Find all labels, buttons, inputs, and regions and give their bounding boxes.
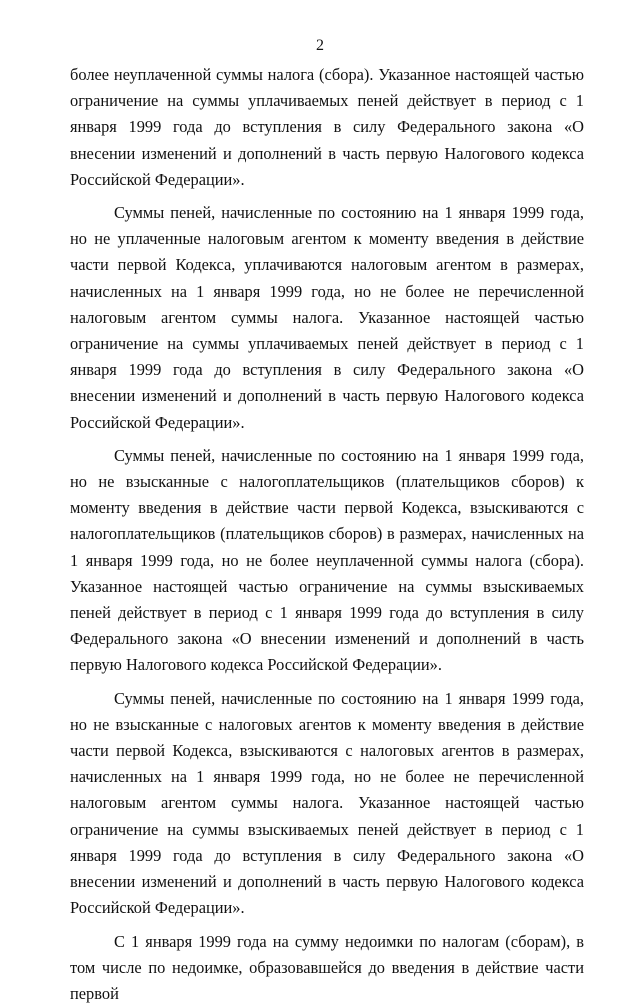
paragraph-continuation: более неуплаченной суммы налога (сбора). Указанное настоящей частью ограничение на суммы уплачиваемых пеней действует в период с 1 января 1999 года до вступления в силу Федерального закона «О внесении изменений и дополнений в часть первую Налогового кодекса Российской Федерации». <box>70 62 584 193</box>
paragraph: Суммы пеней, начисленные по состоянию на 1 января 1999 года, но не взысканные с налогоплательщиков (плательщиков сборов) к моменту введения в действие части первой Кодекса, взыскиваются с налогоплательщиков (плательщиков сборов) в размерах, начисленных на 1 января 1999 года, но не более неуплаченной суммы налога (сбора). Указанное настоящей частью ограничение на суммы взыскиваемых пеней действует в период с 1 января 1999 года до вступления в силу Федерального закона «О внесении изменений и дополнений в часть первую Налогового кодекса Российской Федерации». <box>70 443 584 679</box>
document-body <box>70 62 584 1007</box>
paragraph: С 1 января 1999 года на сумму недоимки по налогам (сборам), в том числе по недоимке, образовавшейся до введения в действие части первой <box>70 929 584 1007</box>
page-number: 2 <box>0 36 640 56</box>
paragraph: Суммы пеней, начисленные по состоянию на 1 января 1999 года, но не уплаченные налоговым агентом к моменту введения в действие части первой Кодекса, уплачиваются налоговым агентом в размерах, начисленных на 1 января 1999 года, но не более не перечисленной налоговым агентом суммы налога. Указанное настоящей частью ограничение на суммы уплачиваемых пеней действует в период с 1 января 1999 года до вступления в силу Федерального закона «О внесении изменений и дополнений в часть первую Налогового кодекса Российской Федерации». <box>70 200 584 436</box>
paragraph: Суммы пеней, начисленные по состоянию на 1 января 1999 года, но не взысканные с налоговых агентов к моменту введения в действие части первой Кодекса, взыскиваются с налоговых агентов в размерах, начисленных на 1 января 1999 года, но не более не перечисленной налоговым агентом суммы налога. Указанное настоящей частью ограничение на суммы взыскиваемых пеней действует в период с 1 января 1999 года до вступления в силу Федерального закона «О внесении изменений и дополнений в часть первую Налогового кодекса Российской Федерации». <box>70 686 584 922</box>
